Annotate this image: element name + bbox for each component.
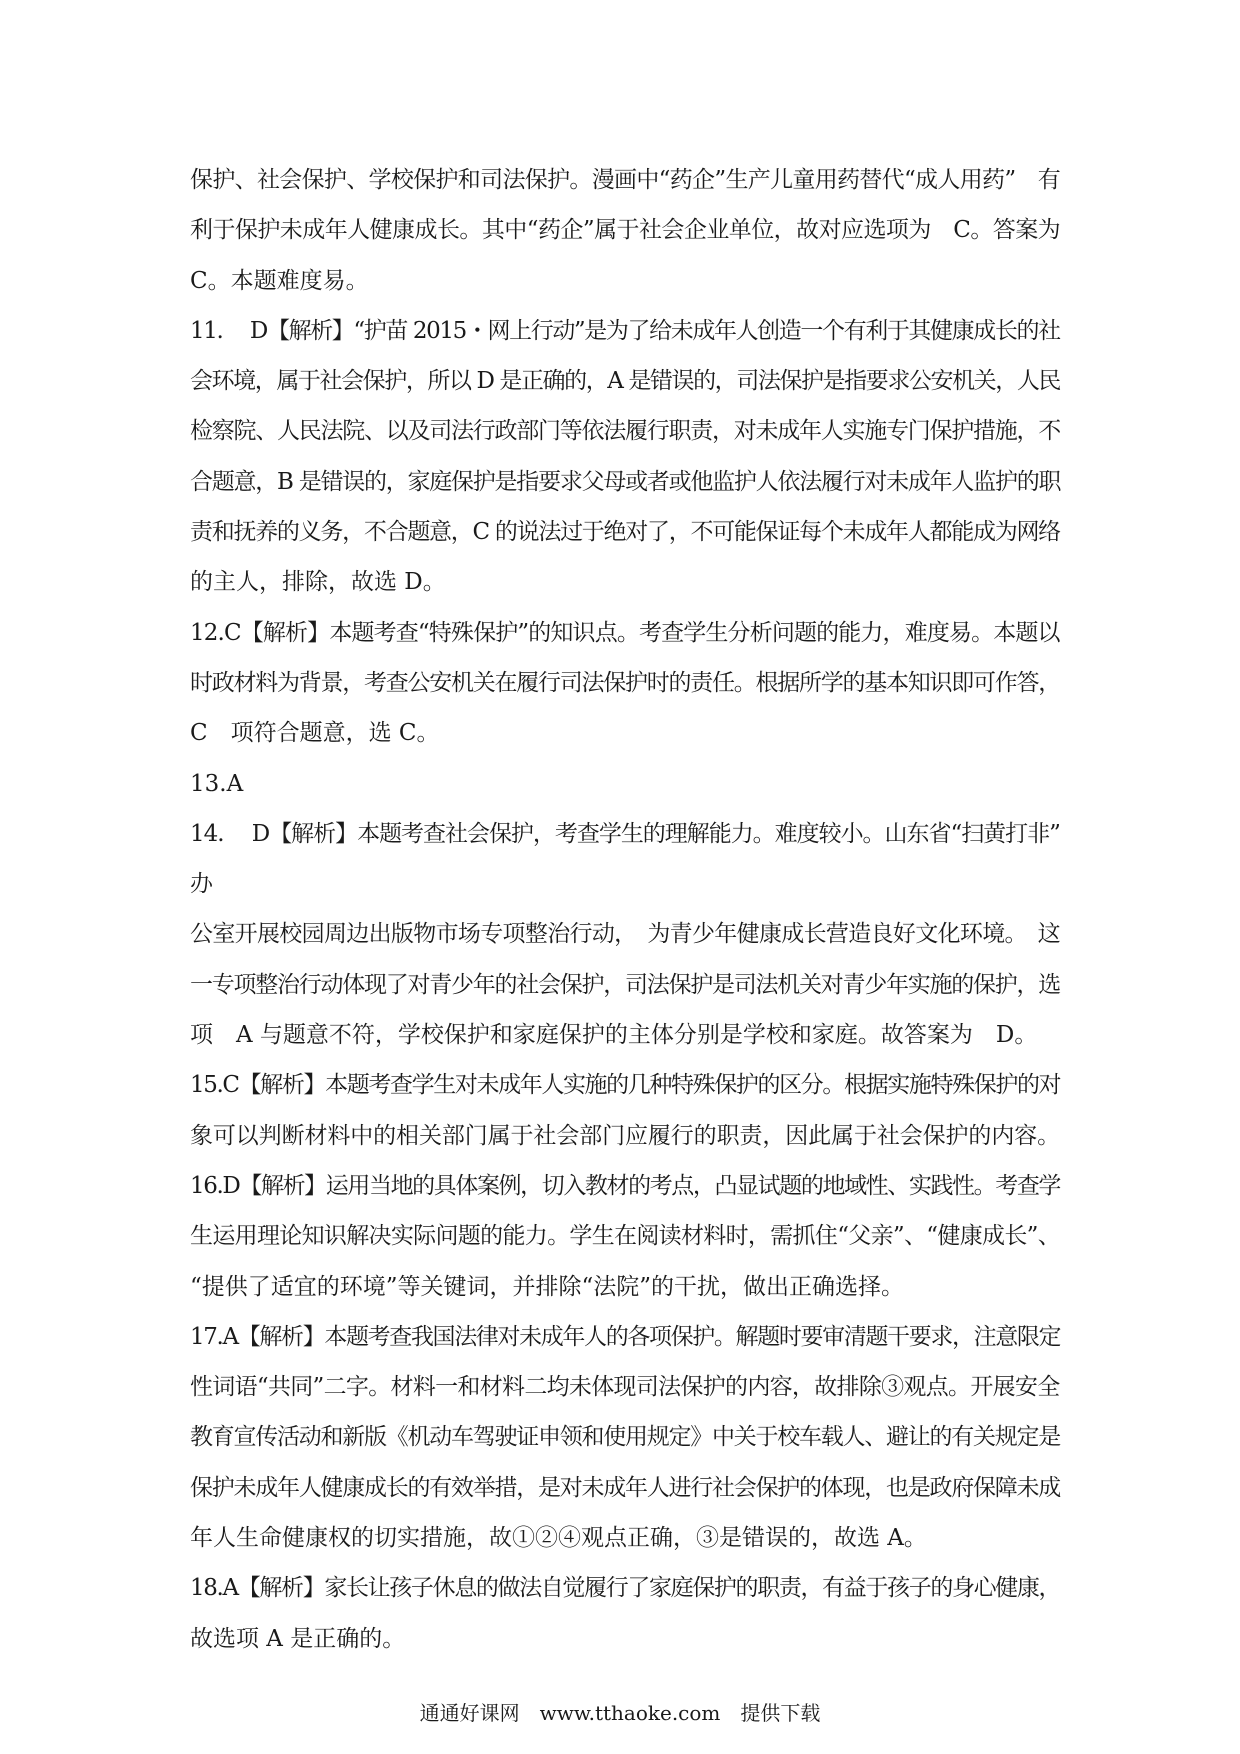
text-line: 13.A — [190, 770, 244, 797]
text-line: 检察院、人民法院、以及司法行政部门等依法履行职责，对未成年人实施专门保护措施，不 — [190, 418, 1060, 445]
text-line: 办 — [190, 871, 213, 898]
text-line: 15.C【解析】本题考查学生对未成年人实施的几种特殊保护的区分。根据实施特殊保护的对 — [190, 1072, 1061, 1099]
explanation-paragraph — [190, 306, 1060, 608]
text-line: 教育宣传活动和新版《机动车驾驶证申领和使用规定》中关于校车载人、避让的有关规定是 — [190, 1424, 1060, 1451]
text-line: 保护、社会保护、学校保护和司法保护。漫画中“药企”生产儿童用药替代“成人用药” 有 — [190, 167, 1061, 193]
text-line: 18.A【解析】家长让孩子休息的做法自觉履行了家庭保护的职责，有益于孩子的身心健康， — [190, 1575, 1061, 1602]
explanation-paragraph — [190, 1563, 1060, 1664]
text-line: 12.C【解析】本题考查“特殊保护”的知识点。考查学生分析问题的能力，难度易。本题以 — [190, 619, 1060, 646]
text-line: 责和抚养的义务，不合题意，C 的说法过于绝对了，不可能保证每个未成年人都能成为网络 — [190, 519, 1060, 546]
explanation-paragraph — [190, 759, 1060, 809]
explanation-paragraph — [190, 809, 1060, 1060]
explanation-paragraph — [190, 1060, 1060, 1161]
text-line: 合题意，B 是错误的，家庭保护是指要求父母或者或他监护人依法履行对未成年人监护的职 — [190, 468, 1061, 495]
text-line: 11. D【解析】“护苗 2015・网上行动”是为了给未成年人创造一个有利于其健康成长的社 — [190, 317, 1060, 344]
text-line: 16.D【解析】运用当地的具体案例，切入教材的考点，凸显试题的地域性、实践性。考查学 — [190, 1172, 1061, 1199]
page-footer: 通通好课网 www.tthaoke.com 提供下载 — [419, 1701, 821, 1725]
text-line: 公室开展校园周边出版物市场专项整治行动， 为青少年健康成长营造良好文化环境。 这 — [190, 921, 1061, 948]
text-line: 时政材料为背景，考查公安机关在履行司法保护时的责任。根据所学的基本知识即可作答， — [190, 669, 1060, 696]
text-line: 性词语“共同”二字。材料一和材料二均未体现司法保护的内容，故排除③观点。开展安全 — [190, 1374, 1060, 1401]
text-line: 的主人，排除，故选 D。 — [190, 569, 446, 596]
text-line: 生运用理论知识解决实际问题的能力。学生在阅读材料时，需抓住“父亲”、“健康成长”、 — [190, 1223, 1061, 1250]
explanation-paragraph — [190, 1161, 1060, 1312]
text-line: 项 A 与题意不符，学校保护和家庭保护的主体分别是学校和家庭。故答案为 D。 — [190, 1022, 1038, 1049]
explanation-paragraph — [190, 155, 1060, 306]
text-line: C 项符合题意，选 C。 — [190, 720, 440, 747]
answer-explanations — [190, 155, 1060, 1664]
text-line: 利于保护未成年人健康成长。其中“药企”属于社会企业单位，故对应选项为 C。答案为 — [190, 217, 1061, 244]
text-line: 一专项整治行动体现了对青少年的社会保护，司法保护是司法机关对青少年实施的保护，选 — [190, 971, 1060, 998]
text-line: 故选项 A 是正确的。 — [190, 1625, 406, 1652]
text-line: 象可以判断材料中的相关部门属于社会部门应履行的职责，因此属于社会保护的内容。 — [190, 1122, 1061, 1149]
text-line: 会环境，属于社会保护，所以 D 是正确的，A 是错误的，司法保护是指要求公安机关，人民 — [190, 368, 1060, 395]
explanation-paragraph — [190, 1312, 1060, 1563]
explanation-paragraph — [190, 608, 1060, 759]
text-line: 17.A【解析】本题考查我国法律对未成年人的各项保护。解题时要审清题干要求，注意限定 — [190, 1323, 1061, 1350]
text-line: “提供了适宜的环境”等关键词，并排除“法院”的干扰，做出正确选择。 — [190, 1273, 905, 1300]
text-line: C。本题难度易。 — [190, 267, 369, 294]
text-line: 年人生命健康权的切实措施，故①②④观点正确，③是错误的，故选 A。 — [190, 1525, 927, 1552]
text-line: 14. D【解析】本题考查社会保护，考查学生的理解能力。难度较小。山东省“扫黄打非” — [190, 820, 1060, 847]
text-line: 保护未成年人健康成长的有效举措，是对未成年人进行社会保护的体现，也是政府保障未成 — [190, 1474, 1060, 1501]
